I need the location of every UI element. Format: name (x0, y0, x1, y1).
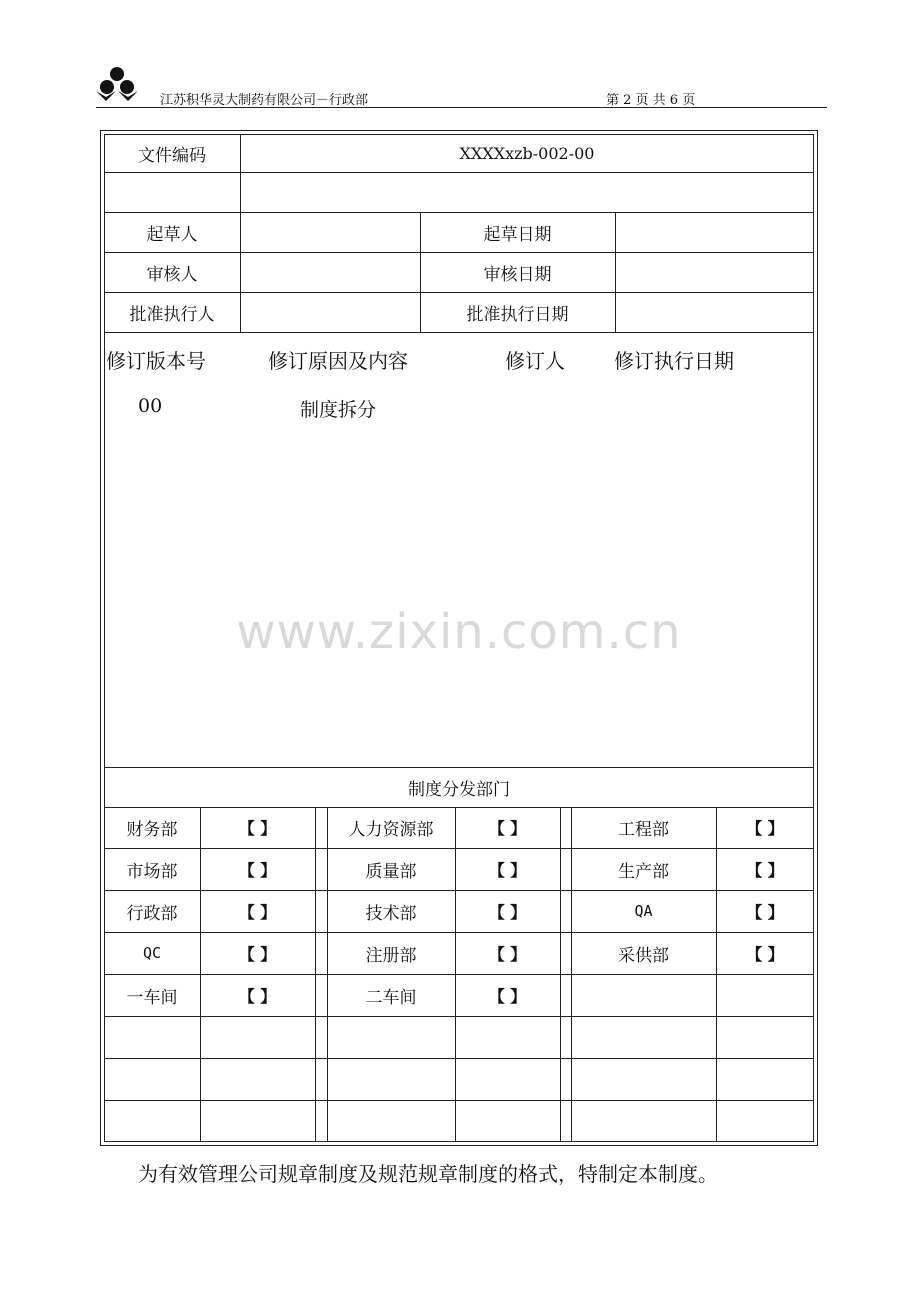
revision-header-date: 修订执行日期 (614, 349, 734, 373)
dept-qa-checkbox[interactable]: 【 】 (746, 902, 784, 922)
dept-hr: 人力资源部 (348, 820, 434, 840)
dept-qc-checkbox[interactable]: 【 】 (238, 944, 277, 964)
body-paragraph: 为有效管理公司规章制度及规范规章制度的格式，特制定本制度。 (138, 1162, 718, 1186)
draft-date-label: 起草日期 (483, 224, 552, 245)
dept-marketing-checkbox[interactable]: 【 】 (238, 860, 277, 880)
dept-admin-checkbox[interactable]: 【 】 (238, 902, 277, 922)
header-company: 江苏积华灵大制药有限公司－行政部 (160, 93, 369, 108)
dept-production-checkbox[interactable]: 【 】 (746, 860, 784, 880)
dept-qc: QC (142, 944, 162, 962)
drafter-label: 起草人 (146, 224, 198, 245)
dept-registration-checkbox[interactable]: 【 】 (488, 944, 527, 964)
watermark: www.zixin.com.cn (236, 604, 682, 660)
dept-workshop-1-checkbox[interactable]: 【 】 (238, 986, 277, 1006)
dept-engineering-checkbox[interactable]: 【 】 (746, 819, 784, 838)
dept-quality: 质量部 (365, 861, 417, 882)
header-page-info: 第 2 页 共 6 页 (606, 93, 696, 108)
dept-procurement: 采供部 (618, 945, 669, 966)
dept-technology: 技术部 (365, 903, 417, 924)
dept-hr-checkbox[interactable]: 【 】 (488, 819, 527, 838)
dept-workshop-2-checkbox[interactable]: 【 】 (488, 986, 527, 1006)
dept-engineering: 工程部 (618, 820, 669, 840)
approve-date-label: 批准执行日期 (466, 304, 569, 325)
dept-production: 生产部 (618, 861, 669, 882)
revision-row-version: 00 (138, 395, 163, 417)
dept-technology-checkbox[interactable]: 【 】 (488, 902, 527, 922)
dept-admin: 行政部 (126, 903, 178, 924)
company-logo (94, 64, 140, 104)
dept-quality-checkbox[interactable]: 【 】 (488, 860, 527, 880)
revision-header-reason: 修订原因及内容 (268, 349, 408, 373)
doc-code-label: 文件编码 (138, 145, 206, 166)
revision-header-version: 修订版本号 (106, 349, 206, 373)
dept-marketing: 市场部 (126, 861, 178, 882)
dept-qa: QA (634, 902, 653, 920)
dept-finance: 财务部 (126, 820, 178, 840)
doc-code-value: XXXXxzb-002-00 (459, 143, 595, 163)
approver-label: 批准执行人 (129, 304, 215, 325)
dept-registration: 注册部 (365, 945, 417, 966)
revision-row-reason: 制度拆分 (300, 399, 377, 421)
distribution-title: 制度分发部门 (408, 780, 510, 800)
review-date-label: 审核日期 (483, 264, 552, 285)
dept-procurement-checkbox[interactable]: 【 】 (746, 944, 784, 964)
dept-workshop-2: 二车间 (365, 987, 417, 1008)
dept-finance-checkbox[interactable]: 【 】 (238, 819, 277, 838)
dept-workshop-1: 一车间 (126, 987, 178, 1008)
revision-header-reviser: 修订人 (505, 349, 565, 373)
reviewer-label: 审核人 (146, 264, 198, 285)
header-rule (96, 107, 827, 108)
